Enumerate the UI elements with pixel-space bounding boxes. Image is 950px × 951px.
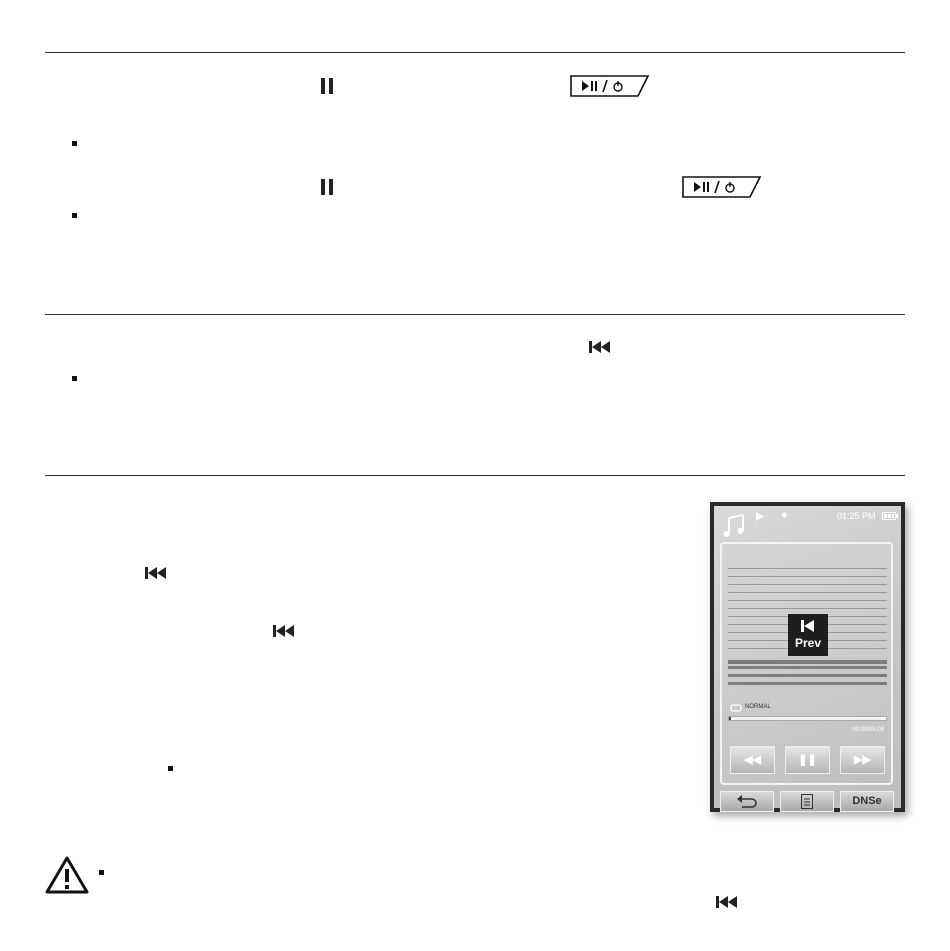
bullet [72,376,77,381]
previous-track-icon [273,624,297,638]
bullet [168,766,173,771]
lyrics-highlight-bar [728,674,887,677]
pause-icon [321,78,333,94]
lyrics-line [728,576,887,577]
play-status-icon [756,512,764,521]
previous-track-icon [716,895,740,909]
lyrics-line [728,608,887,609]
section-divider-1 [45,52,905,53]
lyrics-highlight-bar [728,666,887,669]
warning-icon [44,855,90,895]
bullet [72,141,77,146]
next-button[interactable]: ▶▶ [840,746,885,774]
section-divider-3 [45,475,905,476]
lyrics-highlight-bar [728,660,887,664]
lyrics-highlight-bar [728,682,887,685]
dnse-button[interactable]: DNSe [840,791,894,812]
play-pause-power-button-icon [682,176,762,198]
section-divider-2 [45,314,905,315]
previous-icon [800,619,816,633]
lyrics-line [728,600,887,601]
previous-track-icon [589,340,613,354]
bullet [72,213,77,218]
playback-time: 00:00/05:09 [852,727,884,733]
play-pause-power-button-icon [570,75,650,97]
previous-track-icon [145,566,169,580]
back-button[interactable] [720,791,774,812]
play-mode-text: NORMAL [745,704,771,710]
battery-icon [882,512,898,520]
lyrics-line [728,592,887,593]
prev-label: Prev [794,636,822,650]
lyrics-line [728,584,887,585]
repeat-mode-icon [730,704,742,712]
music-note-icon [722,514,746,538]
back-arrow-icon [736,795,758,809]
bluetooth-icon: ✱ [781,511,788,520]
now-playing-panel [720,542,893,785]
prev-overlay [788,614,828,656]
lyrics-line [728,568,887,569]
menu-button[interactable] [780,791,834,812]
bullet [99,870,104,875]
pause-icon [321,179,333,195]
mp3-player-screen-illustration [710,502,905,812]
progress-fill [729,717,731,720]
pause-button[interactable]: ❚❚ [785,746,830,774]
progress-bar[interactable] [728,716,887,721]
menu-list-icon [801,794,813,809]
player-screen [714,506,901,808]
previous-button[interactable]: ◀◀ [730,746,775,774]
status-time: 01:25 PM [837,511,876,521]
